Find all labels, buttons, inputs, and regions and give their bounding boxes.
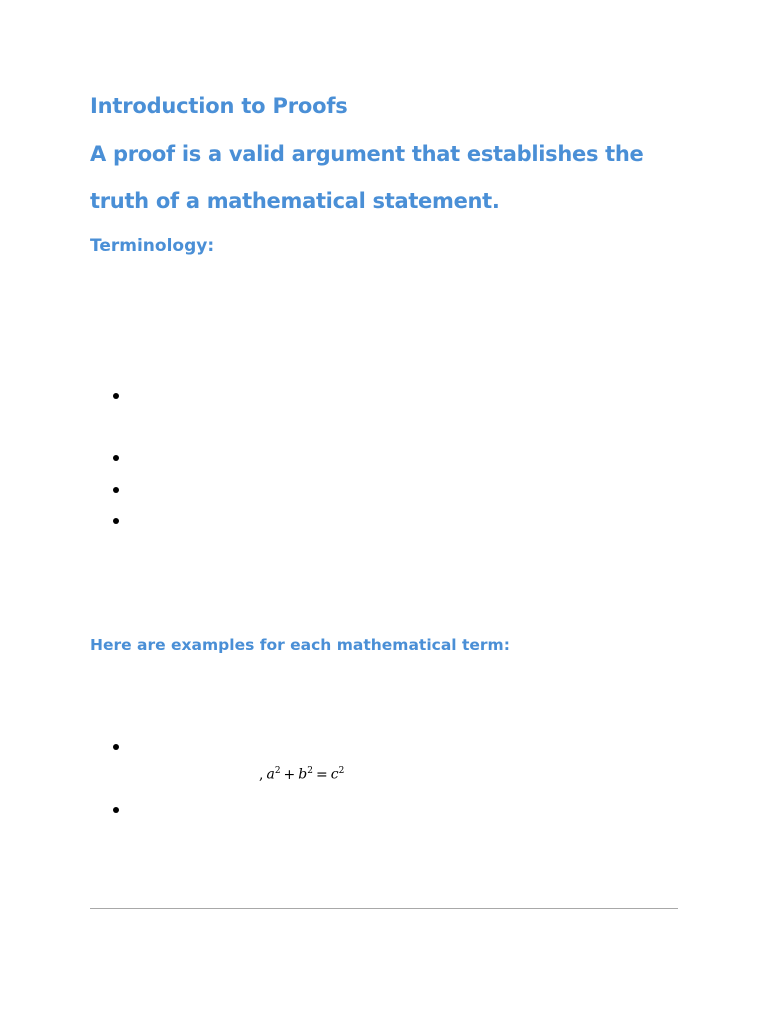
bullet-icon [113, 393, 119, 399]
bullet-icon [113, 518, 119, 524]
bullet-icon [113, 744, 119, 750]
horizontal-divider [90, 908, 678, 909]
examples-heading: Here are examples for each mathematical term: [90, 636, 510, 654]
page-title: Introduction to Proofs [90, 94, 348, 118]
lead-line-1: A proof is a valid argument that establishes the [90, 142, 644, 166]
bullet-icon [113, 807, 119, 813]
terminology-heading: Terminology: [90, 236, 215, 256]
bullet-icon [113, 487, 119, 493]
bullet-icon [113, 455, 119, 461]
pythagorean-equation: , $a^2 + b^2 = c^2$ [259, 766, 345, 783]
lead-line-2: truth of a mathematical statement. [90, 189, 500, 213]
